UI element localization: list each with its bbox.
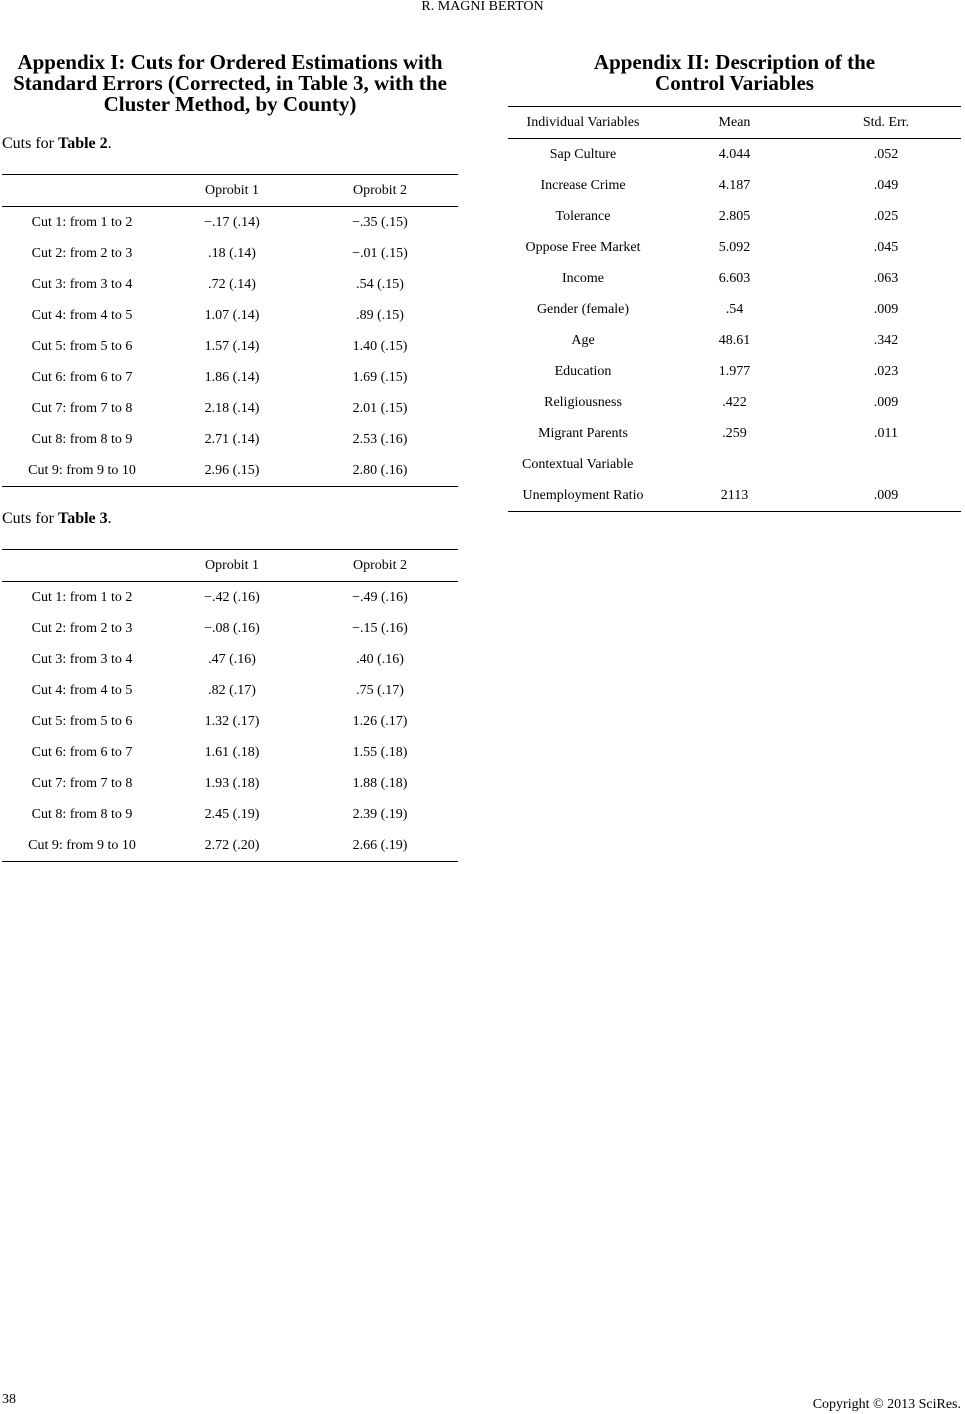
running-head: R. MAGNI BERTON: [421, 0, 544, 14]
page-number: 38: [2, 1392, 16, 1407]
table-row: Cut 9: from 9 to 10 2.72 (.20) 2.66 (.19): [2, 830, 458, 862]
appendix-1-column: [2, 52, 458, 862]
table-row: Unemployment Ratio 2113 .009: [508, 480, 961, 512]
table-row: Cut 7: from 7 to 8 2.18 (.14) 2.01 (.15): [31, 400, 408, 416]
table-3-cuts: [2, 549, 458, 862]
table-2-cuts: [2, 174, 458, 487]
table-row: Sap Culture 4.044 .052: [549, 146, 899, 162]
contextual-variable-label: Contextual Variable: [522, 456, 634, 472]
table-header-row: [2, 175, 458, 207]
copyright-notice: Copyright © 2013 SciRes.: [812, 1397, 961, 1412]
appendix-2-title: Appendix II: Description of the Control Variables: [593, 50, 876, 95]
table-row: Cut 3: from 3 to 4 .47 (.16) .40 (.16): [31, 651, 404, 667]
control-variables-table: [508, 106, 961, 512]
table-header-row: [2, 550, 458, 582]
appendix-1-title: Appendix I: Cuts for Ordered Estimations with Standard Errors (Corrected, in Table 3, with the Cluster Method, by County): [13, 50, 447, 116]
appendix-2-column: [508, 52, 961, 512]
table-2-cuts-label: Cuts for Table 2.: [2, 135, 112, 152]
table-row: Cut 8: from 8 to 9 2.71 (.14) 2.53 (.16): [31, 431, 408, 447]
table-row: Cut 5: from 5 to 6 1.57 (.14) 1.40 (.15): [31, 338, 408, 354]
table-header-row: [508, 107, 961, 139]
column-header: Oprobit 1: [204, 557, 260, 573]
table-row: Gender (female) .54 .009: [536, 301, 899, 317]
table-row: Cut 6: from 6 to 7 1.61 (.18) 1.55 (.18): [31, 744, 408, 760]
table-row: Increase Crime 4.187 .049: [540, 177, 899, 193]
table-row: Cut 7: from 7 to 8 1.93 (.18) 1.88 (.18): [31, 775, 408, 791]
column-header: [2, 175, 162, 207]
table-3-cuts-label: Cuts for Table 3.: [2, 510, 112, 527]
table-row: Tolerance 2.805 .025: [555, 208, 899, 224]
table-row: Cut 4: from 4 to 5 .82 (.17) .75 (.17): [31, 682, 404, 698]
table-row: Cut 5: from 5 to 6 1.32 (.17) 1.26 (.17): [31, 713, 408, 729]
column-header: [2, 550, 162, 582]
table-row: Migrant Parents .259 .011: [538, 425, 898, 441]
table-row: Age 48.61 .342: [571, 332, 899, 348]
table-row: Cut 6: from 6 to 7 1.86 (.14) 1.69 (.15): [31, 369, 408, 385]
table-row: Cut 4: from 4 to 5 1.07 (.14) .89 (.15): [31, 307, 404, 323]
table-row: Cut 2: from 2 to 3 −.08 (.16) −.15 (.16): [31, 620, 408, 636]
table-row: Income 6.603 .063: [562, 270, 899, 286]
table-row: Cut 2: from 2 to 3 .18 (.14) −.01 (.15): [31, 245, 408, 261]
table-row: Cut 3: from 3 to 4 .72 (.14) .54 (.15): [31, 276, 404, 292]
table-row: Cut 1: from 1 to 2 −.17 (.14) −.35 (.15): [31, 214, 408, 230]
column-header: Mean: [718, 114, 751, 130]
column-header: Oprobit 1: [204, 182, 260, 198]
column-header: Individual Variables: [526, 114, 640, 130]
table-row: Education 1.977 .023: [554, 363, 899, 379]
table-row: Cut 1: from 1 to 2 −.42 (.16) −.49 (.16): [31, 589, 408, 605]
table-row: Cut 8: from 8 to 9 2.45 (.19) 2.39 (.19): [31, 806, 408, 822]
table-row: Oppose Free Market 5.092 .045: [525, 239, 899, 255]
column-header: Oprobit 2: [352, 557, 408, 573]
column-header: Oprobit 2: [352, 182, 408, 198]
column-header: Std. Err.: [862, 114, 910, 130]
contextual-variable-row: [508, 449, 961, 480]
table-row: Religiousness .422 .009: [544, 394, 899, 410]
table-row: Cut 9: from 9 to 10 2.96 (.15) 2.80 (.16): [2, 455, 458, 487]
